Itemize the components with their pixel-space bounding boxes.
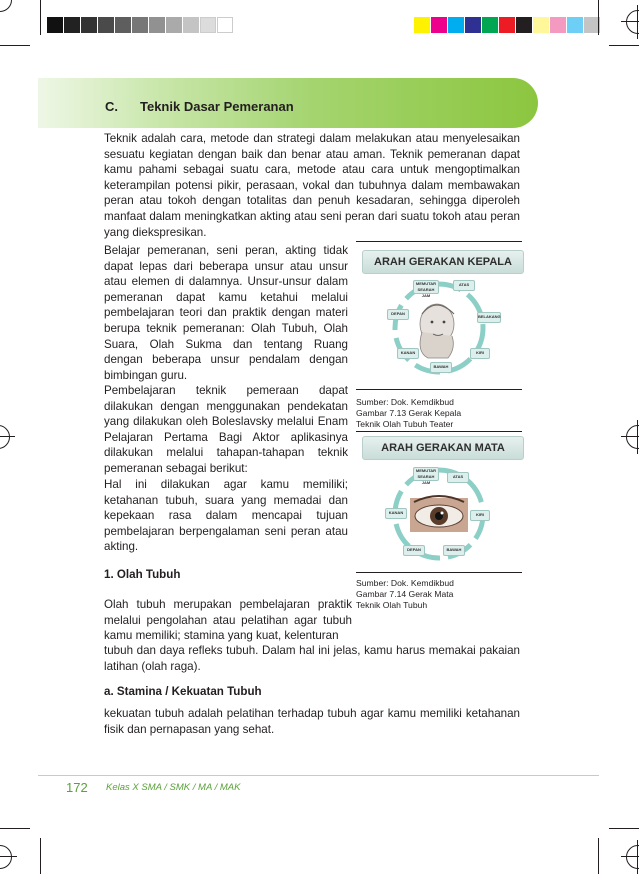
- heading-stamina: a. Stamina / Kekuatan Tubuh: [104, 685, 262, 698]
- figure-rule-bottom: [356, 389, 522, 390]
- paragraph-unsur: Belajar pemeranan, seni peran, akting tidak dapat lepas dari beberapa unsur atau unsur atau elemen di dalamnya. Unsur-unsur dalam pemeranan dapat kamu ketahui melalui pembelajaran teori dan praktik dengan materi berupa teknik pemeranan: Olah Tubuh, Olah Suara, Olah Sukma dan tentang Ruang dengan beberapa unsur pendalam dengan bimbingan guru.: [104, 244, 348, 382]
- registration-mark-top-left: [0, 0, 12, 12]
- figure-source: Sumber: Dok. Kemdikbud: [356, 578, 454, 588]
- paragraph-stamina: kekuatan tubuh adalah pelatihan terhadap tubuh agar kamu memiliki ketahanan fisik dan pernapasan yang sehat.: [104, 707, 520, 736]
- heading-olah-tubuh: 1. Olah Tubuh: [104, 568, 181, 581]
- intro-paragraph: Teknik adalah cara, metode dan strategi dalam melakukan atau menyelesaikan sesuatu kegiatan dengan baik dan benar atau aman. Teknik pemeranan dapat kamu pahami sebagai suatu cara, metode atau cara untuk mengoptimalkan keterampilan potensi pikir, perasaan, vokal dan tubuhnya dalam membawakan peran atau tokoh dengan totalitas dan penuh kesadaran, sehingga diperoleh manfaat dalam meningkatkan akting atau seni peran dari suatu tokoh atau peran yang diekspresikan.: [104, 132, 520, 239]
- label-memutar: MEMUTAR SEARAH JAM: [413, 280, 439, 294]
- registration-mark-right: [626, 425, 639, 449]
- figure-source: Sumber: Dok. Kemdikbud: [356, 397, 454, 407]
- section-number: C.: [105, 99, 118, 114]
- label-kanan: KANAN: [385, 508, 407, 519]
- eye-movement-diagram: [356, 460, 522, 574]
- paragraph-olah-tubuh-b: tubuh dan daya refleks tubuh. Dalam hal ini jelas, kamu harus memakai pakaian latihan (olah raga).: [104, 644, 520, 673]
- figure-caption-line1: Gambar 7.14 Gerak Mata: [356, 589, 454, 599]
- label-bawah: BAWAH: [430, 362, 452, 373]
- label-atas: ATAS: [447, 472, 469, 483]
- figure-rule-top: [356, 241, 522, 242]
- paragraph-tujuan: Hal ini dilakukan agar kamu memiliki; ketahanan tubuh, suara yang memadai dan kepekaan rasa dalam mencapai tujuan pembelajaran berpengalaman seni peran atau akting.: [104, 478, 348, 554]
- registration-mark-bottom-left: [0, 845, 12, 869]
- label-bawah: BAWAH: [443, 545, 465, 556]
- section-title: Teknik Dasar Pemeranan: [140, 99, 294, 114]
- paragraph-pendekatan: Pembelajaran teknik pemeraan dapat dilakukan dengan menggunakan pendekatan yang dilakukan oleh Boleslavsky melalui Enam Pelajaran Pertama Bagi Aktor aplikasinya dilakukan melalui tahapan-tahapan teknik pemeranan sebagai berikut:: [104, 384, 348, 475]
- figure-title: ARAH GERAKAN MATA: [362, 436, 524, 460]
- figure-rule-top: [356, 431, 522, 432]
- label-belakang: BELAKANG: [477, 312, 501, 323]
- paragraph-olah-tubuh-a: Olah tubuh merupakan pembelajaran praktik melalui pengolahan atau pelatihan agar tubuh kamu memiliki; stamina yang kuat, kelenturan: [104, 598, 352, 643]
- registration-mark-bottom-right: [626, 845, 639, 869]
- label-kiri: KIRI: [470, 510, 490, 521]
- figure-rule-bottom: [356, 572, 522, 573]
- figure-caption-line1: Gambar 7.13 Gerak Kepala: [356, 408, 462, 418]
- figure-caption-line2: Teknik Olah Tubuh: [356, 600, 428, 610]
- label-atas: ATAS: [453, 280, 475, 291]
- label-kiri: KIRI: [470, 348, 490, 359]
- footer-rule: [38, 775, 599, 776]
- label-depan: DEPAN: [403, 545, 425, 556]
- label-memutar: MEMUTAR SEARAH JAM: [413, 467, 439, 481]
- figure-caption-line2: Teknik Olah Tubuh Teater: [356, 419, 454, 429]
- registration-mark-top-right: [626, 10, 639, 34]
- label-kanan: KANAN: [397, 348, 419, 359]
- footer-book-title: Kelas X SMA / SMK / MA / MAK: [106, 782, 241, 793]
- page-number: 172: [66, 780, 88, 795]
- figure-title: ARAH GERAKAN KEPALA: [362, 250, 524, 274]
- label-depan: DEPAN: [387, 309, 409, 320]
- registration-mark-left: [0, 425, 10, 449]
